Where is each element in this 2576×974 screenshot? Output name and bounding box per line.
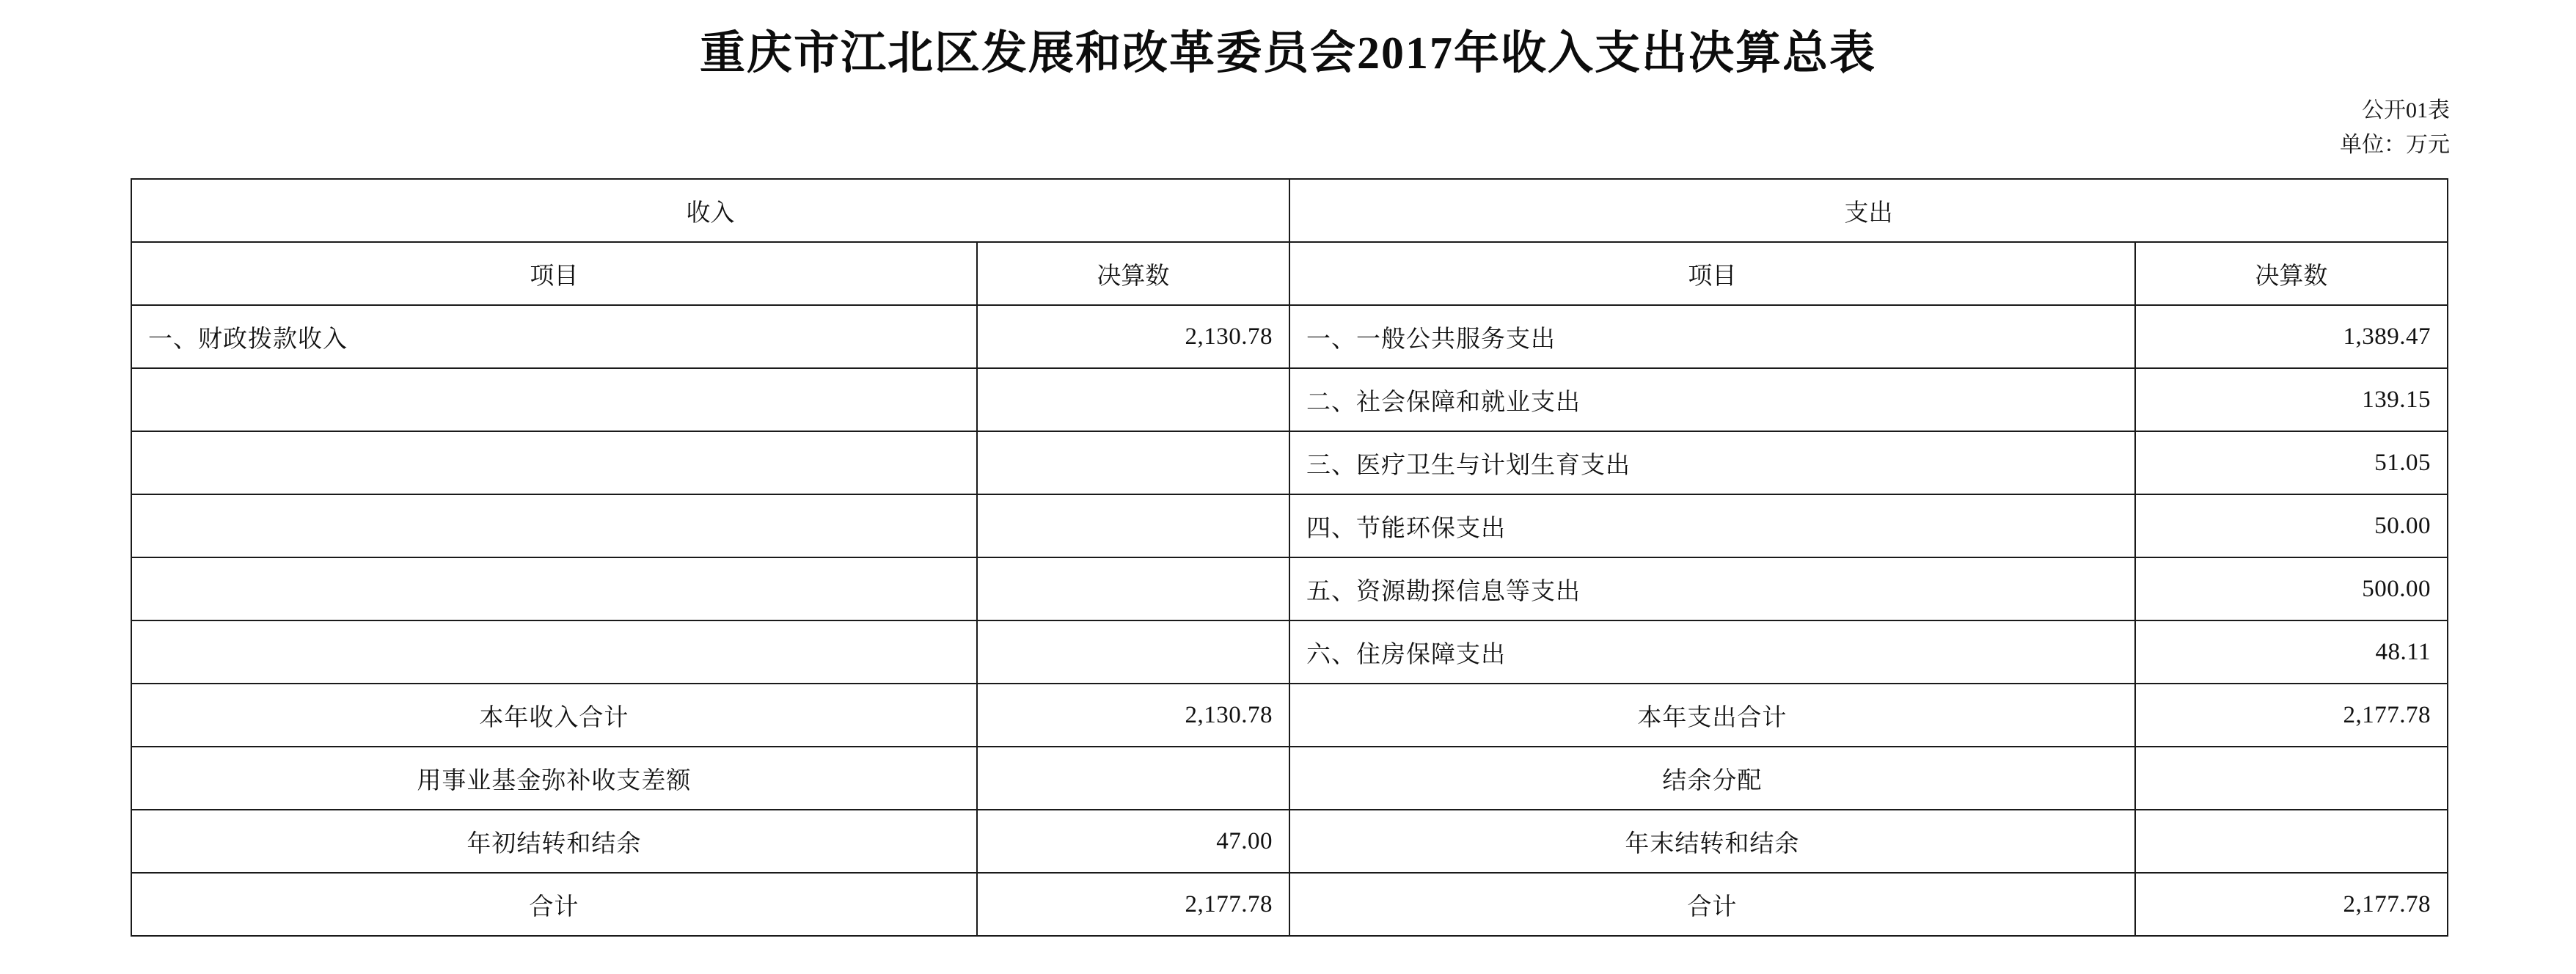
cell-income-item bbox=[131, 620, 977, 684]
cell-income-amount: 2,130.78 bbox=[977, 305, 1289, 368]
cell-expense-item: 本年支出合计 bbox=[1289, 684, 2135, 747]
cell-expense-amount: 2,177.78 bbox=[2135, 873, 2448, 936]
cell-expense-item: 二、社会保障和就业支出 bbox=[1289, 368, 2135, 431]
cell-income-amount: 2,177.78 bbox=[977, 873, 1289, 936]
table-row bbox=[131, 873, 2448, 936]
cell-income-item bbox=[131, 431, 977, 494]
cell-income-amount bbox=[977, 620, 1289, 684]
cell-expense-amount: 48.11 bbox=[2135, 620, 2448, 684]
cell-income-item: 一、财政拨款收入 bbox=[131, 305, 977, 368]
cell-expense-amount: 50.00 bbox=[2135, 494, 2448, 557]
cell-expense-item: 五、资源勘探信息等支出 bbox=[1289, 557, 2135, 620]
table-row bbox=[131, 747, 2448, 810]
cell-income-item: 用事业基金弥补收支差额 bbox=[131, 747, 977, 810]
group-header-income: 收入 bbox=[131, 179, 1289, 242]
cell-income-amount bbox=[977, 557, 1289, 620]
cell-expense-amount bbox=[2135, 747, 2448, 810]
table-row bbox=[131, 684, 2448, 747]
cell-income-item: 本年收入合计 bbox=[131, 684, 977, 747]
cell-expense-amount: 2,177.78 bbox=[2135, 684, 2448, 747]
cell-income-amount bbox=[977, 431, 1289, 494]
cell-expense-amount: 139.15 bbox=[2135, 368, 2448, 431]
table-row bbox=[131, 368, 2448, 431]
cell-expense-item: 六、住房保障支出 bbox=[1289, 620, 2135, 684]
cell-income-item bbox=[131, 368, 977, 431]
table-row bbox=[131, 494, 2448, 557]
column-header-expense-item: 项目 bbox=[1289, 242, 2135, 305]
form-number: 公开01表 bbox=[2362, 98, 2450, 122]
table-row bbox=[131, 305, 2448, 368]
cell-income-amount: 2,130.78 bbox=[977, 684, 1289, 747]
cell-expense-item: 年末结转和结余 bbox=[1289, 810, 2135, 873]
table-row bbox=[131, 431, 2448, 494]
cell-expense-item: 一、一般公共服务支出 bbox=[1289, 305, 2135, 368]
table-row bbox=[131, 810, 2448, 873]
document-meta bbox=[2340, 94, 2450, 162]
unit-note: 单位：万元 bbox=[2340, 132, 2450, 157]
column-header-income-item: 项目 bbox=[131, 242, 977, 305]
cell-expense-amount bbox=[2135, 810, 2448, 873]
cell-expense-item: 合计 bbox=[1289, 873, 2135, 936]
table-group-header-row bbox=[131, 179, 2448, 242]
column-header-expense-amount: 决算数 bbox=[2135, 242, 2448, 305]
cell-expense-item: 三、医疗卫生与计划生育支出 bbox=[1289, 431, 2135, 494]
budget-table-container bbox=[131, 178, 2448, 937]
cell-income-item bbox=[131, 557, 977, 620]
table-row bbox=[131, 557, 2448, 620]
cell-income-item: 合计 bbox=[131, 873, 977, 936]
group-header-expense: 支出 bbox=[1289, 179, 2448, 242]
cell-income-item bbox=[131, 494, 977, 557]
cell-income-amount bbox=[977, 747, 1289, 810]
cell-expense-item: 结余分配 bbox=[1289, 747, 2135, 810]
cell-income-amount bbox=[977, 368, 1289, 431]
table-row bbox=[131, 620, 2448, 684]
column-header-income-amount: 决算数 bbox=[977, 242, 1289, 305]
cell-expense-amount: 500.00 bbox=[2135, 557, 2448, 620]
cell-income-amount: 47.00 bbox=[977, 810, 1289, 873]
cell-expense-item: 四、节能环保支出 bbox=[1289, 494, 2135, 557]
cell-income-item: 年初结转和结余 bbox=[131, 810, 977, 873]
cell-expense-amount: 1,389.47 bbox=[2135, 305, 2448, 368]
cell-expense-amount: 51.05 bbox=[2135, 431, 2448, 494]
budget-table bbox=[131, 178, 2448, 937]
cell-income-amount bbox=[977, 494, 1289, 557]
page-title: 重庆市江北区发展和改革委员会2017年收入支出决算总表 bbox=[699, 29, 1876, 78]
table-column-header-row bbox=[131, 242, 2448, 305]
